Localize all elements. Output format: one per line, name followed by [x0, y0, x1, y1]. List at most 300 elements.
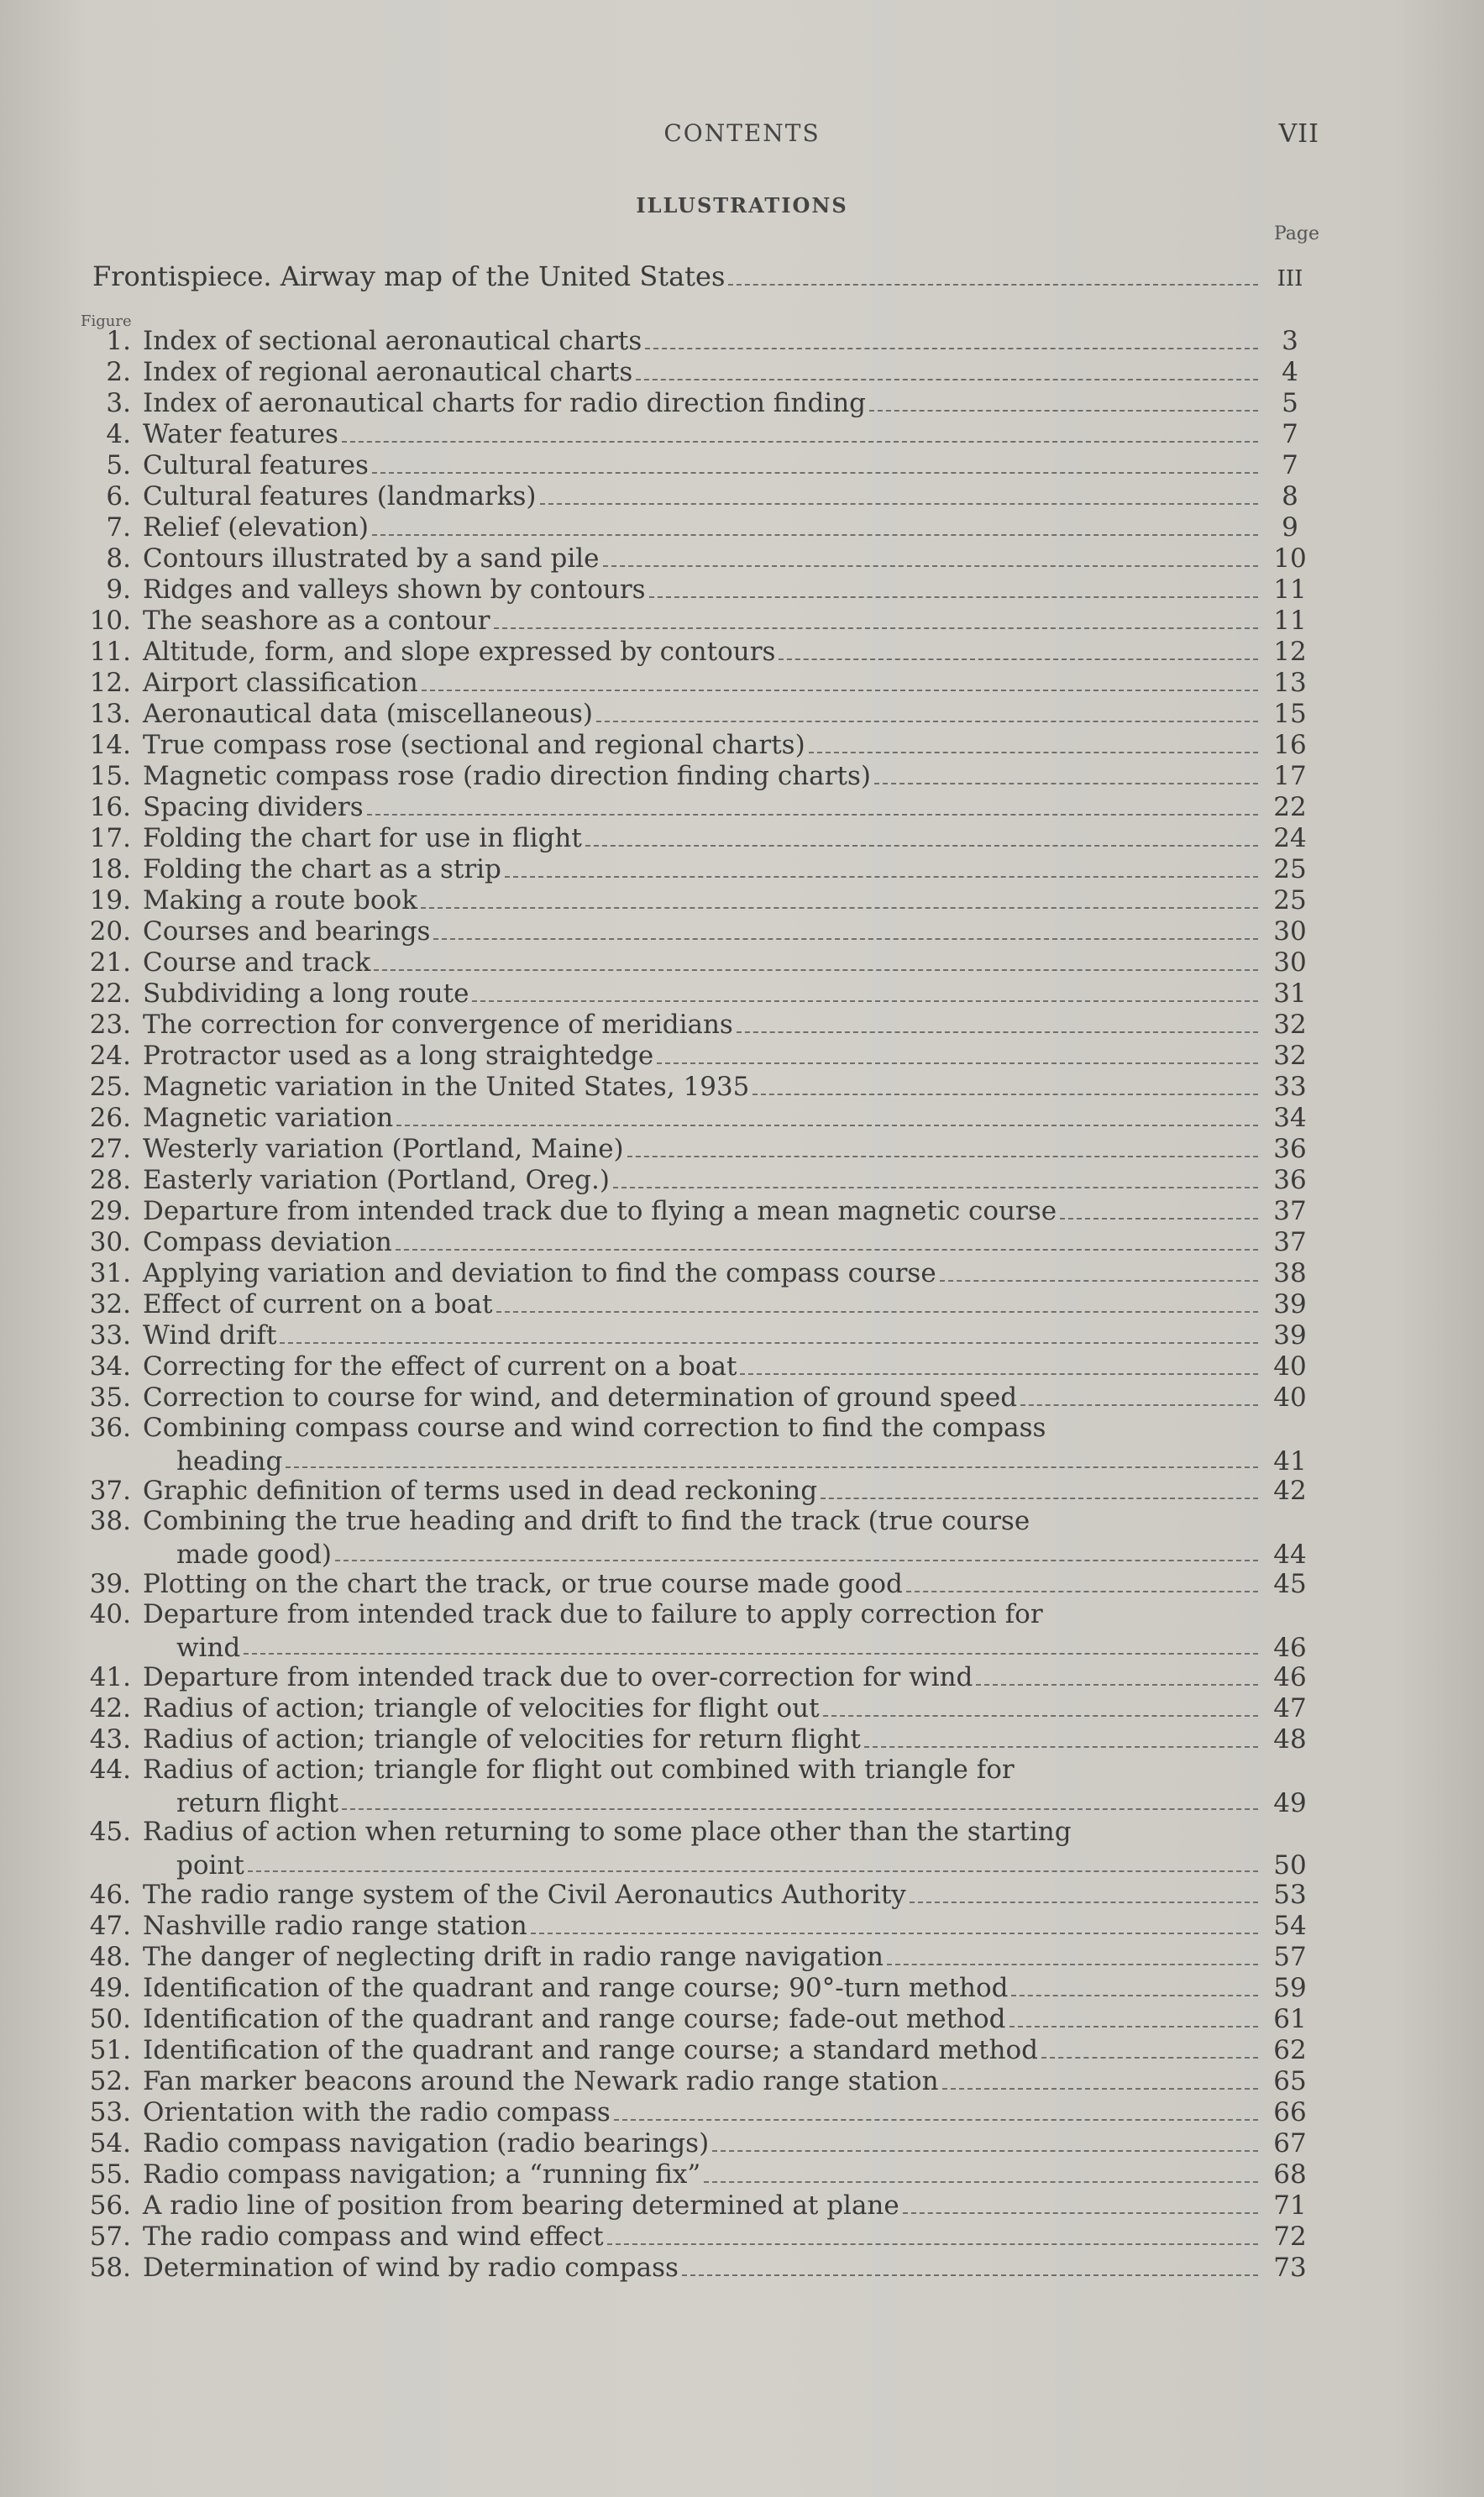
figure-number: 37.	[89, 1476, 131, 1506]
dot-leader	[613, 1187, 1258, 1188]
figure-page: 40	[1273, 1382, 1307, 1413]
figure-page: 7	[1282, 450, 1298, 480]
figure-number: 53.	[89, 2097, 131, 2127]
figure-number: 13.	[89, 699, 131, 729]
figure-page: 12	[1273, 637, 1307, 667]
dot-leader	[712, 2150, 1258, 2152]
dot-leader	[864, 1746, 1258, 1748]
figure-page: 30	[1273, 916, 1307, 947]
figure-number: 54.	[89, 2128, 131, 2159]
figure-title: Determination of wind by radio compass	[143, 2253, 679, 2283]
figure-number: 58.	[89, 2253, 131, 2283]
figure-page: 16	[1273, 730, 1307, 760]
dot-leader	[472, 1000, 1258, 1002]
toc-entry-wrapped	[81, 1600, 1315, 1662]
dot-leader	[607, 2243, 1258, 2245]
figure-number: 12.	[89, 668, 131, 698]
toc-entry	[81, 2253, 1315, 2284]
figure-number: 28.	[89, 1165, 131, 1195]
toc-entry	[81, 2222, 1315, 2253]
figure-page: 73	[1273, 2253, 1307, 2283]
figure-title: Plotting on the chart the track, or true course made good	[143, 1569, 903, 1599]
wrapped-line-2	[81, 1442, 1315, 1476]
figure-title: Magnetic compass rose (radio direction finding charts)	[143, 761, 871, 791]
toc-entry	[81, 2159, 1315, 2190]
figure-page: 34	[1273, 1103, 1307, 1133]
figure-page: 11	[1273, 574, 1307, 605]
figure-number: 24.	[89, 1041, 131, 1071]
figure-title: Identification of the quadrant and range course; 90°-turn method	[143, 1973, 1009, 2003]
dot-leader	[869, 410, 1258, 412]
figure-number: 17.	[89, 823, 131, 853]
toc-entry	[81, 1476, 1315, 1507]
figure-page: 4	[1282, 357, 1298, 387]
figure-number: 9.	[106, 574, 131, 605]
figure-page: 49	[1273, 1788, 1307, 1818]
figure-title: Easterly variation (Portland, Oreg.)	[143, 1165, 610, 1195]
running-head	[0, 119, 1484, 153]
figure-title-line-2: wind	[176, 1633, 241, 1663]
figure-page: 39	[1273, 1320, 1307, 1351]
toc-entry	[81, 1973, 1315, 2004]
dot-leader	[1011, 1995, 1258, 1996]
figure-title: Compass deviation	[143, 1227, 392, 1257]
figure-number: 34.	[89, 1351, 131, 1382]
figure-number: 55.	[89, 2159, 131, 2190]
figure-number: 41.	[89, 1662, 131, 1692]
figure-title: Courses and bearings	[143, 916, 431, 947]
section-title: ILLUSTRATIONS	[636, 193, 848, 218]
toc-entry	[81, 2004, 1315, 2035]
figure-title: Cultural features (landmarks)	[143, 481, 537, 511]
figure-number: 38.	[89, 1506, 131, 1536]
page-spacer	[1265, 1414, 1315, 1442]
figure-number: 56.	[89, 2190, 131, 2221]
toc-entry	[81, 419, 1315, 450]
page-column-label: Page	[1273, 223, 1319, 244]
figure-title: Contours illustrated by a sand pile	[143, 543, 600, 574]
dot-leader	[367, 814, 1258, 816]
figure-number: 22.	[89, 978, 131, 1009]
figure-number: 19.	[89, 885, 131, 915]
figure-page: 32	[1273, 1010, 1307, 1040]
figure-page: 50	[1273, 1850, 1307, 1881]
figure-page: 44	[1273, 1540, 1307, 1570]
figure-number: 52.	[89, 2066, 131, 2096]
figure-title: Radio compass navigation (radio bearings)	[143, 2128, 710, 2159]
figure-title: Correction to course for wind, and determination of ground speed	[143, 1382, 1018, 1413]
figure-title: Applying variation and deviation to find the compass course	[143, 1258, 936, 1288]
dot-leader	[372, 472, 1258, 474]
toc-entry	[81, 357, 1315, 388]
toc-entry	[81, 699, 1315, 730]
figure-number: 33.	[89, 1320, 131, 1351]
page-spacer	[1265, 1507, 1315, 1535]
figure-number: 6.	[106, 481, 131, 511]
dot-leader	[540, 503, 1258, 505]
figure-number: 2.	[106, 357, 131, 387]
dot-leader	[496, 1311, 1258, 1313]
figure-title: Correcting for the effect of current on a boat	[143, 1351, 737, 1382]
wrapped-line-1	[81, 1818, 1315, 1846]
figure-number: 31.	[89, 1258, 131, 1288]
figure-number: 29.	[89, 1196, 131, 1226]
dot-leader	[823, 1715, 1258, 1717]
dot-leader	[903, 2212, 1258, 2214]
figure-page: 47	[1273, 1693, 1307, 1723]
toc-entry	[81, 637, 1315, 668]
wrapped-line-1	[81, 1600, 1315, 1629]
figure-title: Departure from intended track due to over-correction for wind	[143, 1662, 973, 1692]
dot-leader	[335, 1560, 1258, 1561]
figure-page: 5	[1282, 388, 1298, 418]
dot-leader	[494, 627, 1258, 629]
figure-title: Making a route book	[143, 885, 417, 915]
figure-title: Wind drift	[143, 1320, 277, 1351]
frontispiece-page: III	[1277, 266, 1303, 291]
figure-title-line-1: Radius of action; triangle for flight out combined with triangle for	[143, 1755, 1015, 1784]
figure-page: 42	[1273, 1476, 1307, 1506]
figure-page: 46	[1273, 1662, 1307, 1692]
dot-leader	[636, 379, 1258, 380]
figure-title-line-2: return flight	[176, 1788, 339, 1818]
figure-page: 17	[1273, 761, 1307, 791]
figure-title-line-2: point	[176, 1850, 244, 1881]
figure-page: 38	[1273, 1258, 1307, 1288]
dot-leader	[248, 1870, 1258, 1872]
figure-title: Relief (elevation)	[143, 512, 369, 543]
figure-title: Effect of current on a boat	[143, 1289, 493, 1319]
toc-entry	[81, 1320, 1315, 1351]
figure-title: A radio line of position from bearing determined at plane	[143, 2190, 899, 2221]
figure-number: 45.	[89, 1817, 131, 1847]
figure-number: 23.	[89, 1010, 131, 1040]
toc-entry	[81, 730, 1315, 761]
figure-title: Cultural features	[143, 450, 369, 480]
toc-entry	[81, 543, 1315, 574]
toc-entry	[81, 1227, 1315, 1258]
dot-leader	[1041, 2057, 1258, 2059]
dot-leader	[280, 1342, 1258, 1344]
toc-entry	[81, 512, 1315, 543]
toc-entry	[81, 606, 1315, 637]
toc-entry	[81, 823, 1315, 854]
figure-number: 50.	[89, 2004, 131, 2034]
figure-title: Identification of the quadrant and range course; fade-out method	[143, 2004, 1006, 2034]
toc-entry	[81, 1041, 1315, 1072]
toc-entry	[81, 792, 1315, 823]
toc-entry	[81, 1693, 1315, 1724]
figure-page: 13	[1273, 668, 1307, 698]
dot-leader	[976, 1684, 1258, 1686]
figure-number: 4.	[106, 419, 131, 449]
figure-title: Magnetic variation in the United States, 1935	[143, 1072, 750, 1102]
toc-entry	[81, 1258, 1315, 1289]
figure-page: 61	[1273, 2004, 1307, 2034]
toc-entry	[81, 1662, 1315, 1693]
figure-title: Subdividing a long route	[143, 978, 469, 1009]
dot-leader	[942, 2088, 1258, 2090]
figure-number: 57.	[89, 2222, 131, 2252]
figure-number: 25.	[89, 1072, 131, 1102]
toc-entry	[81, 1010, 1315, 1041]
figure-title: The seashore as a contour	[143, 606, 490, 636]
figure-title: Radius of action; triangle of velocities for return flight	[143, 1724, 861, 1755]
figure-title: Fan marker beacons around the Newark radio range station	[143, 2066, 939, 2096]
figure-page: 59	[1273, 1973, 1307, 2003]
dot-leader	[779, 658, 1258, 660]
toc-entry	[81, 2128, 1315, 2159]
figure-page: 25	[1273, 885, 1307, 915]
toc-entry	[81, 1134, 1315, 1165]
figure-page: 22	[1273, 792, 1307, 822]
figure-title-line-2: made good)	[176, 1540, 333, 1570]
figure-number: 20.	[89, 916, 131, 947]
figure-page: 45	[1273, 1569, 1307, 1599]
dot-leader	[1020, 1404, 1258, 1406]
figure-page: 32	[1273, 1041, 1307, 1071]
illustrations-list	[81, 326, 1315, 2284]
toc-entry	[81, 1196, 1315, 1227]
toc-entry	[81, 854, 1315, 885]
toc-entry-wrapped	[81, 1818, 1315, 1880]
figure-page: 3	[1282, 326, 1298, 356]
dot-leader	[910, 1902, 1258, 1903]
dot-leader	[887, 1964, 1258, 1965]
toc-entry	[81, 2066, 1315, 2097]
figure-number: 48.	[89, 1942, 131, 1972]
figure-title: Graphic definition of terms used in dead reckoning	[143, 1476, 818, 1506]
figure-page: 25	[1273, 854, 1307, 884]
figure-page: 67	[1273, 2128, 1307, 2159]
figure-page: 46	[1273, 1633, 1307, 1663]
figure-title: Magnetic variation	[143, 1103, 394, 1133]
figure-number: 47.	[89, 1911, 131, 1941]
figure-page: 71	[1273, 2190, 1307, 2221]
figure-page: 37	[1273, 1227, 1307, 1257]
wrapped-line-1	[81, 1507, 1315, 1535]
dot-leader	[627, 1156, 1258, 1157]
frontispiece-entry	[81, 260, 1315, 291]
dot-leader	[422, 690, 1258, 691]
figure-page: 54	[1273, 1911, 1307, 1941]
dot-leader	[809, 752, 1258, 753]
dot-leader	[752, 1094, 1258, 1095]
figure-page: 62	[1273, 2035, 1307, 2065]
figure-page: 48	[1273, 1724, 1307, 1755]
frontispiece-label: Frontispiece. Airway map of the United States	[92, 260, 726, 292]
figure-page: 65	[1273, 2066, 1307, 2096]
figure-number: 14.	[89, 730, 131, 760]
dot-leader	[1060, 1218, 1258, 1220]
toc-entry	[81, 450, 1315, 481]
toc-entry	[81, 761, 1315, 792]
dot-leader	[737, 1031, 1258, 1033]
toc-entry	[81, 388, 1315, 419]
toc-entry-wrapped	[81, 1507, 1315, 1569]
toc-entry	[81, 1911, 1315, 1942]
toc-entry	[81, 916, 1315, 947]
dot-leader	[874, 783, 1258, 784]
wrapped-line-1	[81, 1414, 1315, 1442]
toc-entry-wrapped	[81, 1414, 1315, 1476]
figure-title: Airport classification	[143, 668, 418, 698]
dot-leader	[505, 876, 1258, 878]
figure-page: 72	[1273, 2222, 1307, 2252]
figure-page: 30	[1273, 947, 1307, 978]
figure-page: 68	[1273, 2159, 1307, 2190]
toc-entry	[81, 2035, 1315, 2066]
figure-number: 3.	[106, 388, 131, 418]
dot-leader	[603, 565, 1258, 567]
figure-number: 8.	[106, 543, 131, 574]
figure-number: 30.	[89, 1227, 131, 1257]
figure-number: 10.	[89, 606, 131, 636]
wrapped-line-1	[81, 1755, 1315, 1784]
wrapped-line-2	[81, 1535, 1315, 1569]
toc-entry	[81, 978, 1315, 1010]
figure-title: The radio range system of the Civil Aeronautics Authority	[143, 1880, 906, 1910]
figure-number: 36.	[89, 1413, 131, 1443]
figure-page: 11	[1273, 606, 1307, 636]
figure-title: Course and track	[143, 947, 371, 978]
figure-title: Index of sectional aeronautical charts	[143, 326, 642, 356]
toc-entry	[81, 1072, 1315, 1103]
figure-page: 31	[1273, 978, 1307, 1009]
dot-leader	[342, 1808, 1258, 1810]
figure-number: 1.	[106, 326, 131, 356]
figure-number: 21.	[89, 947, 131, 978]
dot-leader	[649, 596, 1258, 598]
dot-leader	[645, 348, 1258, 349]
figure-number: 35.	[89, 1382, 131, 1413]
figure-title: Westerly variation (Portland, Maine)	[143, 1134, 624, 1164]
figure-title: Radius of action; triangle of velocities for flight out	[143, 1693, 820, 1723]
figure-page: 7	[1282, 419, 1298, 449]
figure-number: 7.	[106, 512, 131, 543]
page-spacer	[1265, 1818, 1315, 1846]
dot-leader	[342, 441, 1258, 443]
dot-leader	[396, 1249, 1258, 1251]
figure-page: 33	[1273, 1072, 1307, 1102]
dot-leader	[940, 1280, 1258, 1282]
toc-entry	[81, 574, 1315, 606]
dot-leader	[531, 1933, 1258, 1934]
figure-number: 5.	[106, 450, 131, 480]
figure-title: The danger of neglecting drift in radio range navigation	[143, 1942, 884, 1972]
figure-title: Ridges and valleys shown by contours	[143, 574, 646, 605]
toc-entry	[81, 2190, 1315, 2222]
dot-leader	[740, 1373, 1258, 1375]
page-spacer	[1265, 1755, 1315, 1784]
figure-page: 39	[1273, 1289, 1307, 1319]
figure-number: 11.	[89, 637, 131, 667]
figure-page: 37	[1273, 1196, 1307, 1226]
dot-leader	[906, 1591, 1258, 1592]
figure-page: 66	[1273, 2097, 1307, 2127]
dot-leader	[585, 845, 1258, 847]
dot-leader	[682, 2274, 1258, 2276]
figure-number: 15.	[89, 761, 131, 791]
page-number: VII	[1278, 119, 1319, 149]
running-title: CONTENTS	[663, 119, 821, 147]
figure-title: Water features	[143, 419, 338, 449]
figure-number: 42.	[89, 1693, 131, 1723]
figure-title: Departure from intended track due to flying a mean magnetic course	[143, 1196, 1057, 1226]
dot-leader	[657, 1062, 1258, 1064]
figure-title-line-1: Combining the true heading and drift to find the track (true course	[143, 1507, 1030, 1535]
figure-number: 51.	[89, 2035, 131, 2065]
figure-number: 16.	[89, 792, 131, 822]
toc-entry	[81, 2097, 1315, 2128]
figure-number: 32.	[89, 1289, 131, 1319]
figure-page: 41	[1273, 1446, 1307, 1477]
figure-number: 44.	[89, 1755, 131, 1785]
dot-leader	[374, 969, 1258, 971]
dot-leader	[728, 284, 1258, 286]
figure-page: 36	[1273, 1165, 1307, 1195]
dot-leader	[396, 1125, 1258, 1126]
toc-entry	[81, 668, 1315, 699]
figure-title: Spacing dividers	[143, 792, 364, 822]
figure-title: Orientation with the radio compass	[143, 2097, 611, 2127]
toc-entry	[81, 1880, 1315, 1911]
toc-entry	[81, 1103, 1315, 1134]
wrapped-line-2	[81, 1629, 1315, 1662]
figure-title: Nashville radio range station	[143, 1911, 527, 1941]
toc-entry-wrapped	[81, 1755, 1315, 1818]
toc-entry	[81, 1165, 1315, 1196]
figure-page: 53	[1273, 1880, 1307, 1910]
dot-leader	[244, 1653, 1258, 1655]
wrapped-line-2	[81, 1784, 1315, 1818]
figure-number: 49.	[89, 1973, 131, 2003]
toc-entry	[81, 1942, 1315, 1973]
figure-title-line-1: Radius of action when returning to some place other than the starting	[143, 1818, 1072, 1846]
figure-title: Aeronautical data (miscellaneous)	[143, 699, 594, 729]
figure-number: 26.	[89, 1103, 131, 1133]
wrapped-line-2	[81, 1846, 1315, 1880]
figure-title: Identification of the quadrant and range course; a standard method	[143, 2035, 1038, 2065]
dot-leader	[821, 1498, 1258, 1499]
figure-title: The radio compass and wind effect	[143, 2222, 604, 2252]
figure-page: 24	[1273, 823, 1307, 853]
figure-page: 36	[1273, 1134, 1307, 1164]
figure-title: Index of regional aeronautical charts	[143, 357, 633, 387]
dot-leader	[596, 721, 1258, 722]
toc-entry	[81, 1351, 1315, 1382]
dot-leader	[614, 2119, 1258, 2121]
figure-number: 39.	[89, 1569, 131, 1599]
dot-leader	[286, 1466, 1258, 1468]
figure-title: Radio compass navigation; a “running fix”	[143, 2159, 701, 2190]
toc-entry	[81, 481, 1315, 512]
dot-leader	[372, 534, 1258, 536]
toc-entry	[81, 947, 1315, 978]
page-spacer	[1265, 1600, 1315, 1629]
figure-column-label: Figure	[81, 312, 132, 330]
figure-page: 8	[1282, 481, 1298, 511]
figure-title: The correction for convergence of meridians	[143, 1010, 733, 1040]
figure-title: True compass rose (sectional and regional charts)	[143, 730, 805, 760]
toc-entry	[81, 1382, 1315, 1414]
dot-leader	[433, 938, 1258, 940]
dot-leader	[704, 2181, 1258, 2183]
figure-number: 27.	[89, 1134, 131, 1164]
figure-title: Folding the chart for use in flight	[143, 823, 582, 853]
figure-page: 9	[1282, 512, 1298, 543]
toc-entry	[81, 1569, 1315, 1600]
